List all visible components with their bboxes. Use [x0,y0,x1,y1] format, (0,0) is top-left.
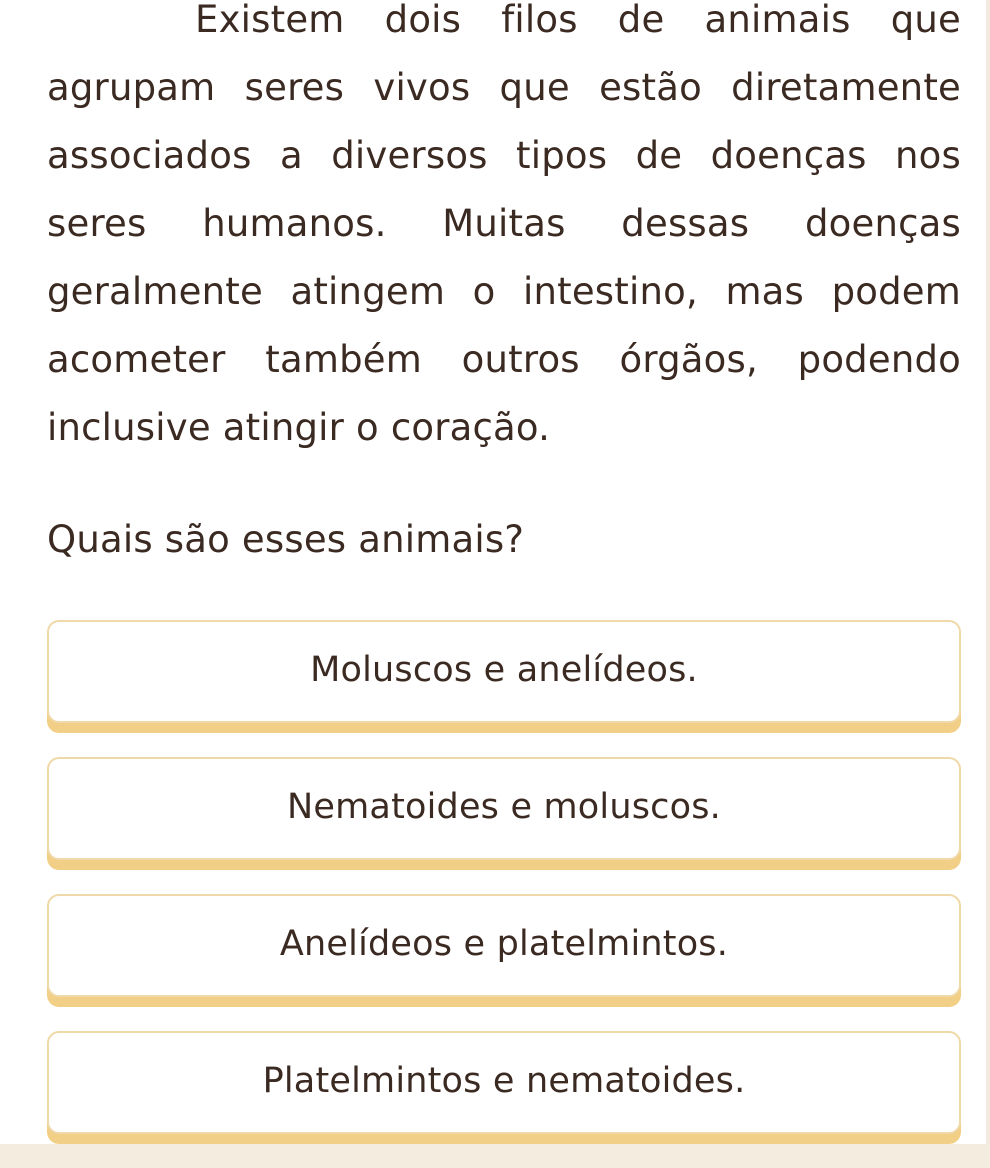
answer-option-label: Anelídeos e platelmintos. [279,923,729,964]
question-text: Quais são esses animais? [47,518,525,561]
page-right-edge [986,0,990,1144]
answer-option-3[interactable] [47,894,961,997]
answer-option-label: Moluscos e anelídeos. [310,649,698,690]
passage-text: Existem dois filos de animais que agrupam seres vivos que estão diretamente associados a diversos tipos de doenças nos seres humanos. Muitas dessas doenças geralmente atingem o intestino, mas podem acometer também outros órgãos, podendo inclusive atingir o coração. [47,0,961,449]
answer-option-label: Platelmintos e nematoides. [262,1060,746,1101]
answer-option-1[interactable] [47,620,961,723]
answer-option-2[interactable] [47,757,961,860]
answer-option-4[interactable] [47,1031,961,1134]
bottom-strip [0,1144,990,1168]
answer-options [47,620,961,1168]
answer-option-label: Nematoides e moluscos. [287,786,721,827]
